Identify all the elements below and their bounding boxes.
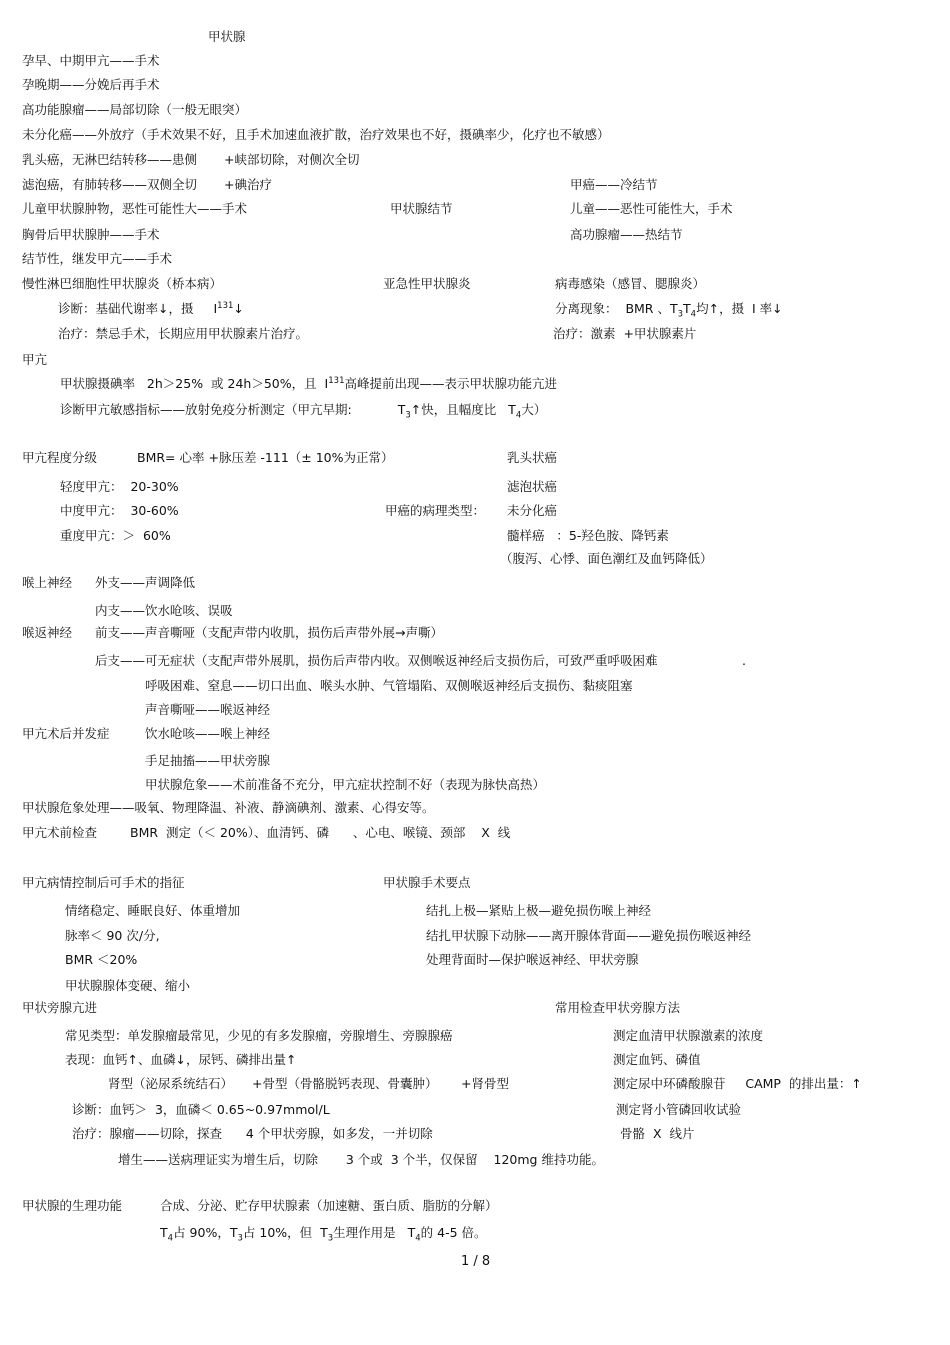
text-line: 未分化癌 <box>507 503 558 518</box>
text-line <box>60 402 547 421</box>
text-line: 甲状腺结节 <box>390 201 453 216</box>
text-line: 测定血钙、磷值 <box>613 1052 701 1067</box>
text-line: 内支——饮水呛咳、误吸 <box>95 603 233 618</box>
text-line: 治疗：禁忌手术，长期应用甲状腺素片治疗。 <box>58 326 309 341</box>
text-line: 髓样癌 ：5-羟色胺、降钙素 <box>507 528 669 543</box>
text-line: +峡部切除，对侧次全切 <box>224 152 360 167</box>
text-line: 乳头癌，无淋巴结转移——患侧 <box>22 152 198 167</box>
text-line: 合成、分泌、贮存甲状腺素（加速糖、蛋白质、脂肪的分解） <box>160 1198 498 1213</box>
text-line: 测定肾小管磷回收试验 <box>616 1102 742 1117</box>
text-line: BMR= 心率 +脉压差 -111（± 10%为正常） <box>137 450 394 465</box>
text-line: 孕早、中期甲亢——手术 <box>22 53 160 68</box>
text-line: 手足抽搐——甲状旁腺 <box>145 753 271 768</box>
text-line: 甲状腺腺体变硬、缩小 <box>65 978 191 993</box>
text-line: BMR 测定（＜ 20%）、血清钙、磷 、心电、喉镜、颈部 X 线 <box>130 825 511 840</box>
text-line <box>60 375 557 391</box>
section-heading: 喉上神经 <box>22 575 73 590</box>
text-span: 均↑，摄 I 率↓ <box>696 301 783 316</box>
text-line: 后支——可无症状（支配声带外展肌，损伤后声带内收。双侧喉返神经后支损伤后，可致严重呼吸困难 <box>95 653 658 668</box>
text-line <box>58 300 244 316</box>
text-line: 治疗：腺瘤——切除，探查 4 个甲状旁腺，如多发，一并切除 <box>72 1126 433 1141</box>
superscript: 131 <box>217 300 234 311</box>
text-line: 未分化癌——外放疗（手术效果不好，且手术加速血液扩散，治疗效果也不好，摄碘率少，化疗也不敏感） <box>22 127 610 142</box>
text-span: T <box>683 301 691 316</box>
text-line: 情绪稳定、睡眠良好、体重增加 <box>65 903 241 918</box>
text-line: 饮水呛咳——喉上神经 <box>145 726 271 741</box>
text-line: 治疗：激素 +甲状腺素片 <box>553 326 697 341</box>
text-line: . <box>742 653 746 668</box>
text-line: 声音嘶哑——喉返神经 <box>145 702 271 717</box>
text-line: 滤泡状癌 <box>507 479 558 494</box>
subscript: 3 <box>237 1233 243 1244</box>
text-line <box>555 301 783 320</box>
text-span: 分离现象： BMR 、T <box>555 301 678 316</box>
section-heading: 甲亢术前检查 <box>22 825 98 840</box>
text-span: ↓ <box>233 301 244 316</box>
text-line: 甲状腺危象——术前准备不充分，甲亢症状控制不好（表现为脉快高热） <box>145 777 546 792</box>
subscript: 3 <box>327 1233 334 1244</box>
text-line: 结扎甲状腺下动脉——离开腺体背面——避免损伤喉返神经 <box>426 928 752 943</box>
text-span: 的 4-5 倍。 <box>420 1225 487 1240</box>
text-line: 滤泡癌，有肺转移——双侧全切 <box>22 177 198 192</box>
text-line: 轻度甲亢： 20-30% <box>60 479 179 494</box>
text-span: ↑快，且幅度比 T <box>410 402 516 417</box>
text-line: 孕晚期——分娩后再手术 <box>22 77 160 92</box>
text-span: 生理作用是 T <box>333 1225 416 1240</box>
text-line <box>160 1225 487 1244</box>
subscript: 4 <box>415 1233 421 1244</box>
text-line: +骨型（骨骼脱钙表现、骨囊肿） <box>252 1076 438 1091</box>
text-line: 增生——送病理证实为增生后，切除 3 个或 3 个半，仅保留 120mg 维持功能。 <box>118 1152 604 1167</box>
section-heading: 甲亢病情控制后可手术的指征 <box>22 875 185 890</box>
text-span: 高峰提前出现——表示甲状腺功能亢进 <box>344 376 557 391</box>
text-span: T <box>397 402 406 417</box>
text-line: 高功能腺瘤——局部切除（一般无眼突） <box>22 102 248 117</box>
text-span: I <box>213 301 218 316</box>
text-line: 脉率＜ 90 次/分, <box>65 928 160 943</box>
page-number: 1 / 8 <box>461 1254 491 1269</box>
text-line: 呼吸困难、窒息——切口出血、喉头水肿、气管塌陷、双侧喉返神经后支损伤、黏痰阻塞 <box>145 678 633 693</box>
section-heading: 甲状腺手术要点 <box>383 875 471 890</box>
text-line: 表现：血钙↑、血磷↓，尿钙、磷排出量↑ <box>65 1052 297 1067</box>
text-line: 儿童——恶性可能性大，手术 <box>570 201 733 216</box>
text-line: 前支——声音嘶哑（支配声带内收肌，损伤后声带外展→声嘶） <box>95 625 443 640</box>
text-span: 大） <box>521 402 547 417</box>
text-line: （腹泻、心悸、面色潮红及血钙降低） <box>500 551 713 566</box>
text-span: 诊断甲亢敏感指标——放射免疫分析测定（甲亢早期: <box>60 402 352 417</box>
text-line: 乳头状癌 <box>507 450 558 465</box>
text-line: 骨骼 X 线片 <box>620 1126 695 1141</box>
text-line: 重度甲亢：＞ 60% <box>60 528 171 543</box>
text-span: 诊断：基础代谢率↓，摄 <box>58 301 194 316</box>
text-line: 测定血清甲状腺激素的浓度 <box>613 1028 764 1043</box>
section-heading: 常用检查甲状旁腺方法 <box>555 1000 681 1015</box>
text-line: 测定尿中环磷酸腺苷 CAMP 的排出量：↑ <box>613 1076 862 1091</box>
text-span: 甲状腺摄碘率 2h＞25% 或 24h＞50%，且 I <box>60 376 329 391</box>
text-line: 外支——声调降低 <box>95 575 196 590</box>
subscript: 3 <box>405 410 411 421</box>
superscript: 131 <box>328 375 345 386</box>
text-line: +肾骨型 <box>461 1076 509 1091</box>
text-line: 甲癌——冷结节 <box>570 177 658 192</box>
text-line: 常见类型：单发腺瘤最常见，少见的有多发腺瘤，旁腺增生、旁腺腺癌 <box>65 1028 453 1043</box>
text-line: 亚急性甲状腺炎 <box>383 276 471 291</box>
subscript: 4 <box>515 410 522 421</box>
text-line: 甲状腺危象处理——吸氧、物理降温、补液、静滴碘剂、激素、心得安等。 <box>22 800 435 815</box>
subscript: 4 <box>690 309 697 320</box>
text-line: 诊断：血钙＞ 3，血磷＜ 0.65~0.97mmol/L <box>72 1102 330 1117</box>
section-heading: 甲亢 <box>22 352 48 367</box>
page-title: 甲状腺 <box>208 29 246 44</box>
text-line: 肾型（泌尿系统结石） <box>108 1076 234 1091</box>
text-span: 占 10%，但 T <box>242 1225 328 1240</box>
text-line: 结节性，继发甲亢——手术 <box>22 251 173 266</box>
text-span: 占 90%，T <box>173 1225 238 1240</box>
subscript: 3 <box>677 309 684 320</box>
section-heading: 喉返神经 <box>22 625 73 640</box>
text-line: 甲癌的病理类型： <box>385 503 486 518</box>
text-line: 高功腺瘤——热结节 <box>570 227 683 242</box>
text-line: 慢性淋巴细胞性甲状腺炎（桥本病） <box>22 276 223 291</box>
section-heading: 甲状旁腺亢进 <box>22 1000 98 1015</box>
text-line: +碘治疗 <box>224 177 272 192</box>
text-line: 儿童甲状腺肿物，恶性可能性大——手术 <box>22 201 248 216</box>
subscript: 4 <box>167 1233 174 1244</box>
text-line: 病毒感染（感冒、腮腺炎） <box>555 276 706 291</box>
text-line: 中度甲亢： 30-60% <box>60 503 179 518</box>
text-line: 处理背面时—保护喉返神经、甲状旁腺 <box>426 952 639 967</box>
text-line: BMR ＜20% <box>65 952 138 967</box>
text-line: 胸骨后甲状腺肿——手术 <box>22 227 160 242</box>
section-heading: 甲亢程度分级 <box>22 450 98 465</box>
text-line: 结扎上极—紧贴上极—避免损伤喉上神经 <box>426 903 652 918</box>
section-heading: 甲状腺的生理功能 <box>22 1198 123 1213</box>
text-span: T <box>160 1225 168 1240</box>
section-heading: 甲亢术后并发症 <box>22 726 110 741</box>
